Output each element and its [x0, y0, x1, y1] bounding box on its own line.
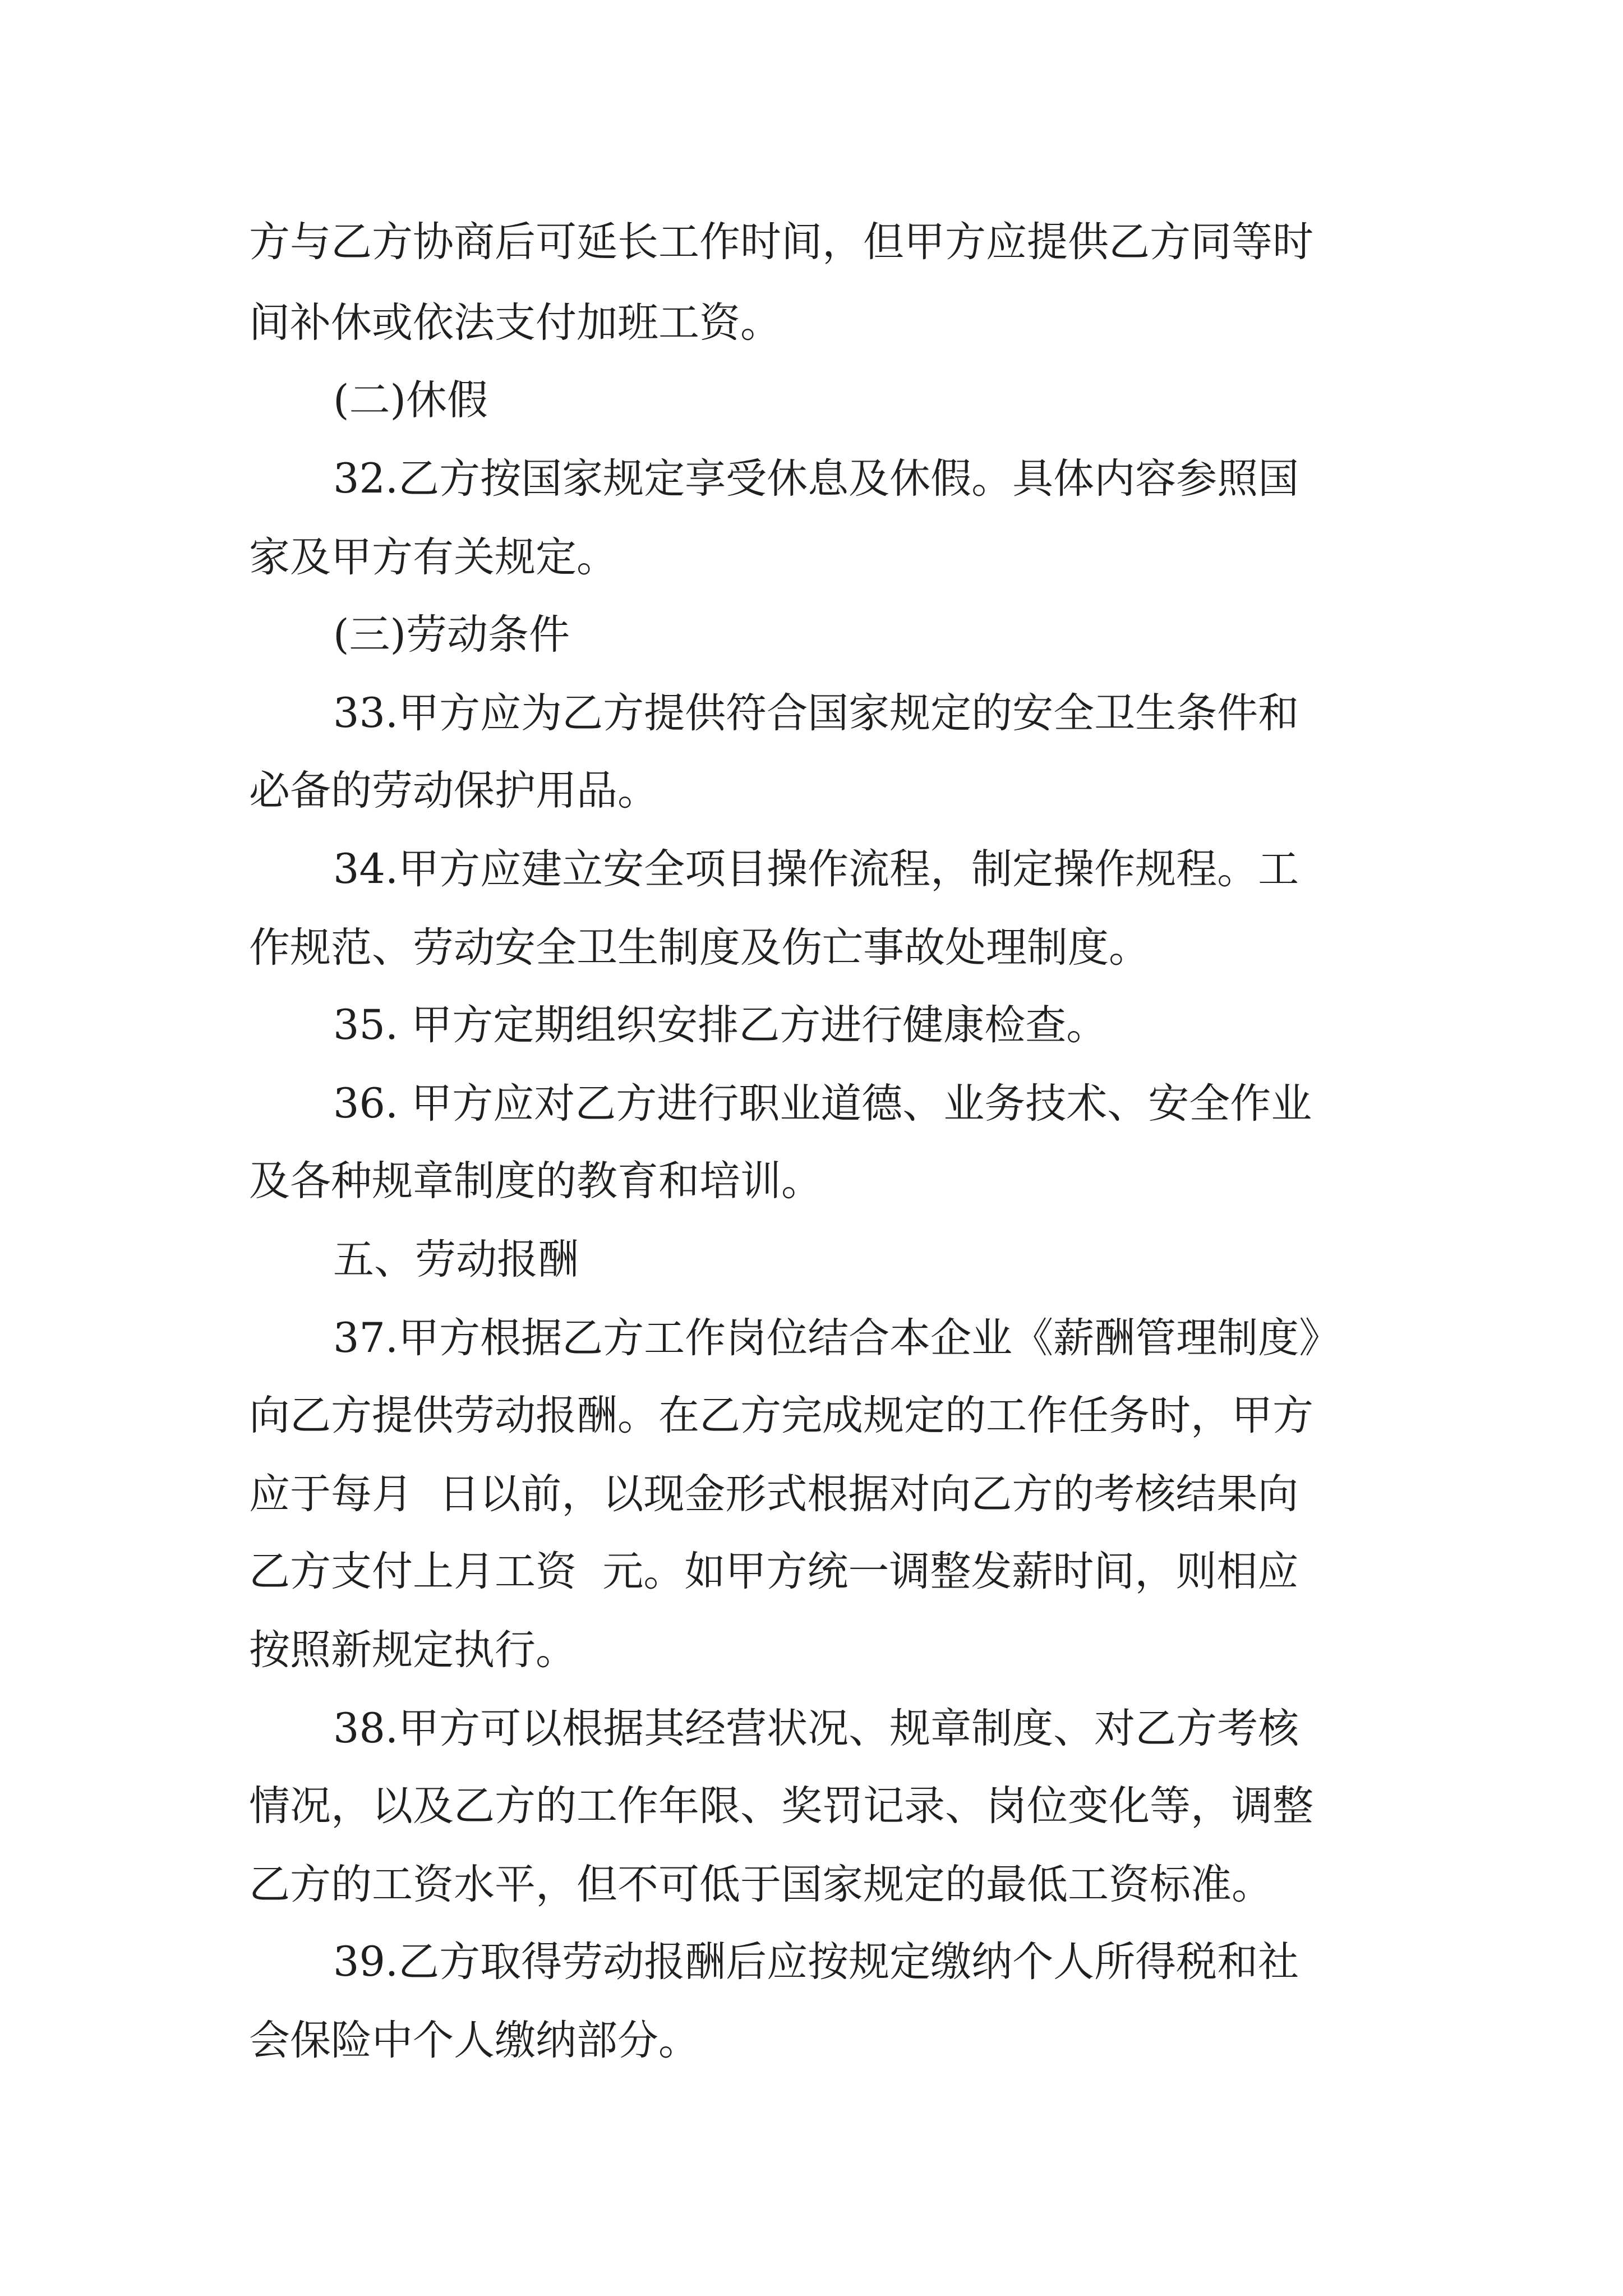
clause-line: 39.乙方取得劳动报酬后应按规定缴纳个人所得税和社 — [333, 1938, 1299, 1986]
text-line: 必备的劳动保护用品。 — [249, 767, 658, 815]
clause-line: 32.乙方按国家规定享受休息及休假。具体内容参照国 — [333, 455, 1299, 503]
section-heading: 五、劳动报酬 — [333, 1236, 579, 1283]
text-line: 会保险中个人缴纳部分。 — [249, 2017, 699, 2064]
text-line: 按照新规定执行。 — [249, 1626, 577, 1674]
text-line: 乙方的工资水平，但不可低于国家规定的最低工资标准。 — [249, 1861, 1272, 1908]
text-line: 应于每月 日以前，以现金形式根据对向乙方的考核结果向 — [249, 1470, 1299, 1518]
text-line: 方与乙方协商后可延长工作时间，但甲方应提供乙方同等时 — [249, 218, 1313, 266]
text-line: 向乙方提供劳动报酬。在乙方完成规定的工作任务时，甲方 — [249, 1392, 1313, 1439]
text-line: 间补休或依法支付加班工资。 — [249, 299, 781, 347]
clause-line: 36. 甲方应对乙方进行职业道德、业务技术、安全作业 — [333, 1080, 1312, 1128]
section-heading: (三)劳动条件 — [333, 611, 570, 659]
clause-line: 34.甲方应建立安全项目操作流程，制定操作规程。工 — [333, 845, 1299, 893]
text-line: 及各种规章制度的教育和培训。 — [249, 1157, 822, 1205]
section-heading: (二)休假 — [333, 376, 488, 424]
clause-line: 33.甲方应为乙方提供符合国家规定的安全卫生条件和 — [333, 689, 1299, 737]
clause-line: 37.甲方根据乙方工作岗位结合本企业《薪酬管理制度》 — [333, 1314, 1340, 1362]
text-line: 家及甲方有关规定。 — [249, 533, 617, 581]
text-line: 情况，以及乙方的工作年限、奖罚记录、岗位变化等，调整 — [249, 1782, 1313, 1830]
clause-line: 35. 甲方定期组织安排乙方进行健康检查。 — [333, 1001, 1108, 1049]
text-line: 作规范、劳动安全卫生制度及伤亡事故处理制度。 — [249, 924, 1150, 972]
text-line: 乙方支付上月工资 元。如甲方统一调整发薪时间，则相应 — [249, 1548, 1299, 1595]
clause-line: 38.甲方可以根据其经营状况、规章制度、对乙方考核 — [333, 1705, 1299, 1752]
